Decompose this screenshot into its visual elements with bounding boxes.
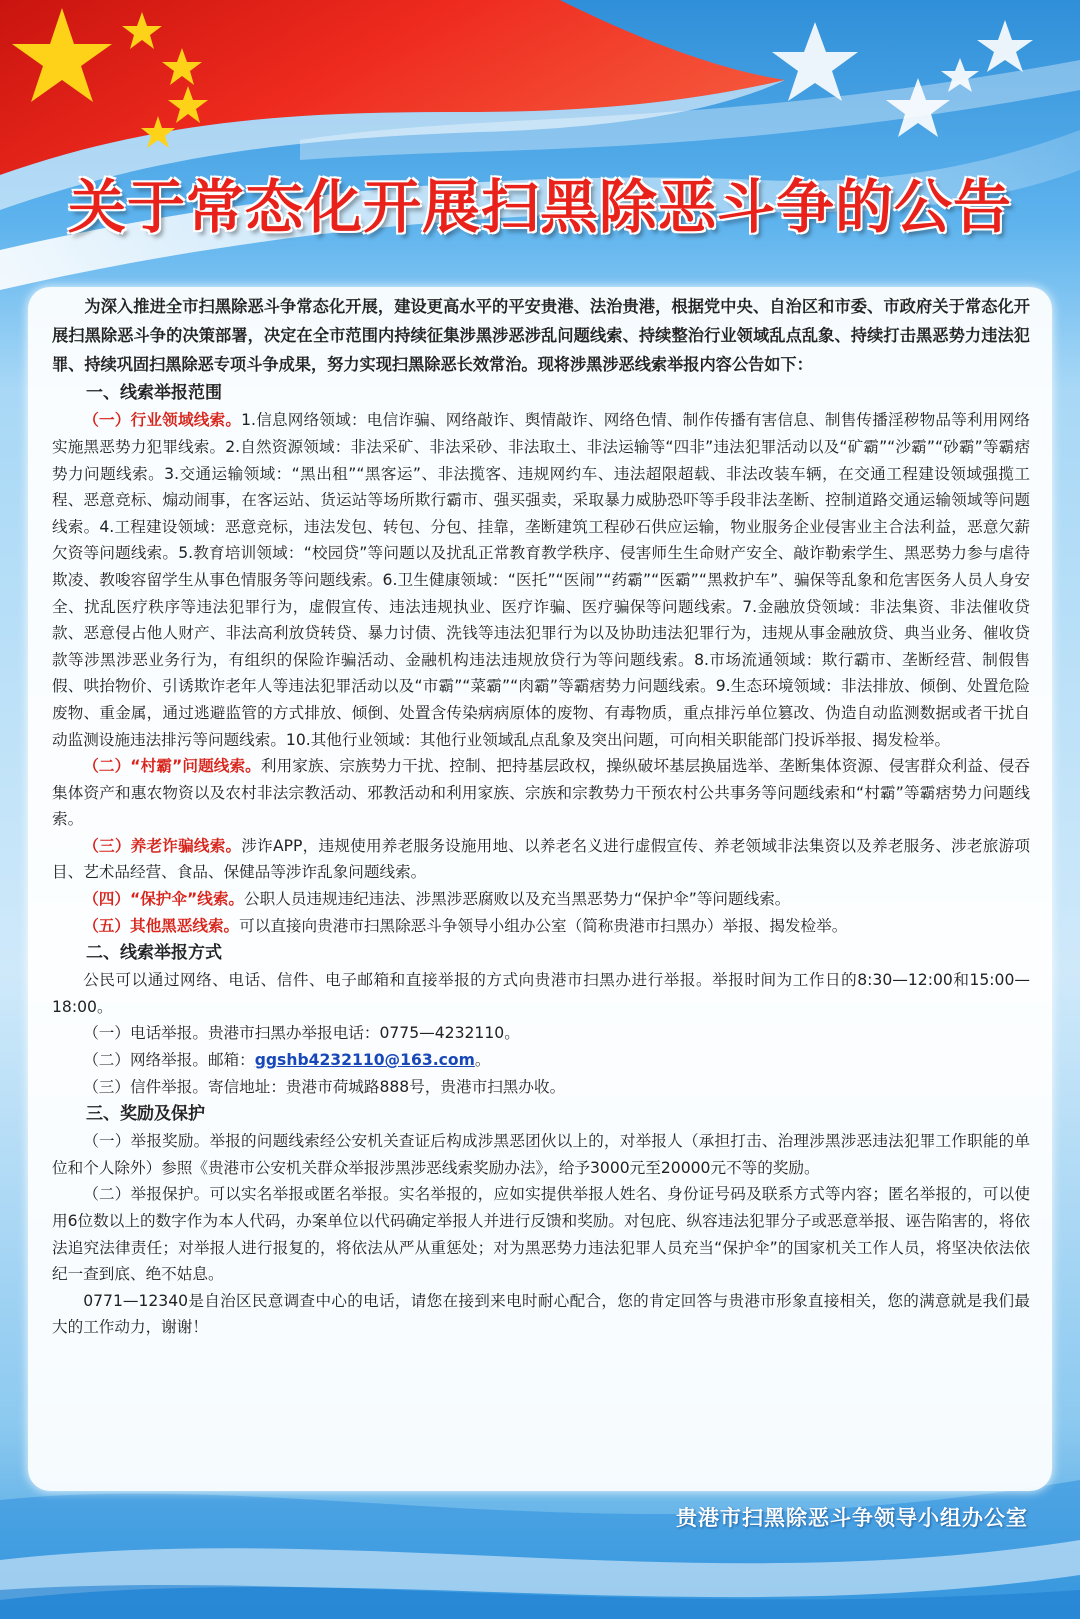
item-text: 1.信息网络领域：电信诈骗、网络敲诈、舆情敲诈、网络色情、制作传播有害信息、制售传播淫秽物品等利用网络实施黑恶势力犯罪线索。2.自然资源领域：非法采矿、非法采砂、非法取土、非法运输等“四非”违法犯罪活动以及“矿霸”“沙霸”“砂霸”等霸痞势力问题线索。3.交通运输领域：“黑出租”“黑客运”、非法揽客、违规网约车、违法超限超载、非法改装车辆，在交通工程建设领域强揽工程、恶意竞标、煽动闹事，在客运站、货运站等场所欺行霸市、强买强卖，采取暴力威胁恐吓等手段非法垄断、控制道路交通运输领域等问题线索。4.工程建设领域：恶意竞标，违法发包、转包、分包、挂靠，垄断建筑工程砂石供应运输，物业服务企业侵害业主合法利益，恶意欠薪欠资等问题线索。5.教育培训领域：“校园贷”等问题以及扰乱正常教育教学秩序、侵害师生生命财产安全、敲诈勒索学生、黑恶势力参与虐待欺凌、教唆容留学生从事色情服务等问题线索。6.卫生健康领域：“医托”“医闹”“药霸”“医霸”“黑救护车”、骗保等乱象和危害医务人员人身安全、扰乱医疗秩序等违法犯罪行为，虚假宣传、违法违规执业、医疗诈骗、医疗骗保等问题线索。7.金融放贷领域：非法集资、非法催收贷款、恶意侵占他人财产、非法高利放贷转贷、暴力讨债、洗钱等违法犯罪行为以及协助违法犯罪行为，违规从事金融放贷、典当业务、催收贷款等涉黑涉恶业务行为，有组织的保险诈骗活动、金融机构违法违规放贷行为等问题线索。8.市场流通领域：欺行霸市、垄断经营、制假售假、哄抬物价、引诱欺诈老年人等违法犯罪活动以及“市霸”“菜霸”“肉霸”等霸痞势力问题线索。9.生态环境领域：非法排放、倾倒、处置危险废物、重金属，通过逃避监管的方式排放、倾倒、处置含传染病病原体的废物、有毒物质，重点排污单位篡改、伪造自动监测数据或者干扰自动监测设施违法排污等问题线索。10.其他行业领域：其他行业领域乱点乱象及突出问题，可向相关职能部门投诉举报、揭发检举。 <box>52 411 1030 749</box>
item-text: 利用家族、宗族势力干扰、控制、把持基层政权，操纵破坏基层换届选举、垄断集体资源、侵害群众利益、侵吞集体资产和惠农物资以及农村非法宗教活动、邪教活动和利用家族、宗族和宗教势力干预农村公共事务等问题线索和“村霸”等霸痞势力问题线索。 <box>52 757 1030 829</box>
section1-item-5 <box>52 913 1030 940</box>
section1-item-1 <box>52 407 1030 753</box>
reward-paragraph: （一）举报奖励。举报的问题线索经公安机关查证后构成涉黑恶团伙以上的，对举报人（承担打击、治理涉黑涉恶违法犯罪工作职能的单位和个人除外）参照《贵港市公安机关群众举报涉黑涉恶线索奖励办法》，给予3000元至20000元不等的奖励。 <box>52 1132 1030 1177</box>
web-report-suffix: 。 <box>474 1051 491 1070</box>
section1-item-2 <box>52 753 1030 833</box>
section1-item-4 <box>52 886 1030 913</box>
web-report-label: （二）网络举报。邮箱： <box>83 1051 255 1070</box>
section2-intro: 公民可以通过网络、电话、信件、电子邮箱和直接举报的方式向贵港市扫黑办进行举报。举报时间为工作日的8:30—12:00和15:00—18:00。 <box>52 971 1030 1016</box>
email-link[interactable]: ggshb4232110@163.com <box>254 1051 475 1070</box>
item-text: 可以直接向贵港市扫黑除恶斗争领导小组办公室（简称贵港市扫黑办）举报、揭发检举。 <box>239 916 848 935</box>
section2-heading: 二、线索举报方式 <box>86 943 222 964</box>
item-label: （五）其他黑恶线索。 <box>83 916 240 935</box>
notice-body <box>28 287 1052 1491</box>
section1-item-3 <box>52 833 1030 886</box>
item-label: （四）“保护伞”线索。 <box>83 890 245 909</box>
item-text: 涉诈APP，违规使用养老服务设施用地、以养老名义进行虚假宣传、养老领域非法集资以及养老服务、涉老旅游项目、艺术品经营、食品、保健品等涉诈乱象问题线索。 <box>52 836 1030 882</box>
poster-title: 关于常态化开展扫黑除恶斗争的公告 <box>67 173 1012 241</box>
item-text: 公职人员违规违纪违法、涉黑涉恶腐败以及充当黑恶势力“保护伞”等问题线索。 <box>244 890 791 909</box>
issuer-signature: 贵港市扫黑除恶斗争领导小组办公室 <box>676 1506 1028 1530</box>
item-label: （二）“村霸”问题线索。 <box>83 757 261 776</box>
intro-paragraph: 为深入推进全市扫黑除恶斗争常态化开展，建设更高水平的平安贵港、法治贵港，根据党中央、自治区和市委、市政府关于常态化开展扫黑除恶斗争的决策部署，决定在全市范围内持续征集涉黑涉恶涉乱问题线索、持续整治行业领域乱点乱象、持续打击黑恶势力违法犯罪、持续巩固扫黑除恶专项斗争成果，努力实现扫黑除恶长效常治。现将涉黑涉恶线索举报内容公告如下： <box>52 297 1030 374</box>
section3-heading: 三、奖励及保护 <box>86 1104 205 1125</box>
protect-paragraph: （二）举报保护。可以实名举报或匿名举报。实名举报的，应如实提供举报人姓名、身份证号码及联系方式等内容；匿名举报的，可以使用6位数以上的数字作为本人代码，办案单位以代码确定举报人并进行反馈和奖励。对包庇、纵容违法犯罪分子或恶意举报、诬告陷害的，将依法追究法律责任；对举报人进行报复的，将依法从严从重惩处；对为黑恶势力违法犯罪人员充当“保护伞”的国家机关工作人员，将坚决依法依纪一查到底、绝不姑息。 <box>52 1185 1030 1284</box>
phone-report: （一）电话举报。贵港市扫黑办举报电话：0775—4232110。 <box>83 1024 520 1043</box>
section1-heading: 一、线索举报范围 <box>86 383 222 404</box>
item-label: （一）行业领域线索。 <box>83 411 242 430</box>
web-report <box>52 1047 1030 1074</box>
item-label: （三）养老诈骗线索。 <box>83 836 242 855</box>
closing-paragraph: 0771—12340是自治区民意调查中心的电话，请您在接到来电时耐心配合，您的肯定回答与贵港市形象直接相关，您的满意就是我们最大的工作动力，谢谢！ <box>52 1291 1030 1337</box>
mail-report: （三）信件举报。寄信地址：贵港市荷城路888号，贵港市扫黑办收。 <box>83 1077 566 1096</box>
